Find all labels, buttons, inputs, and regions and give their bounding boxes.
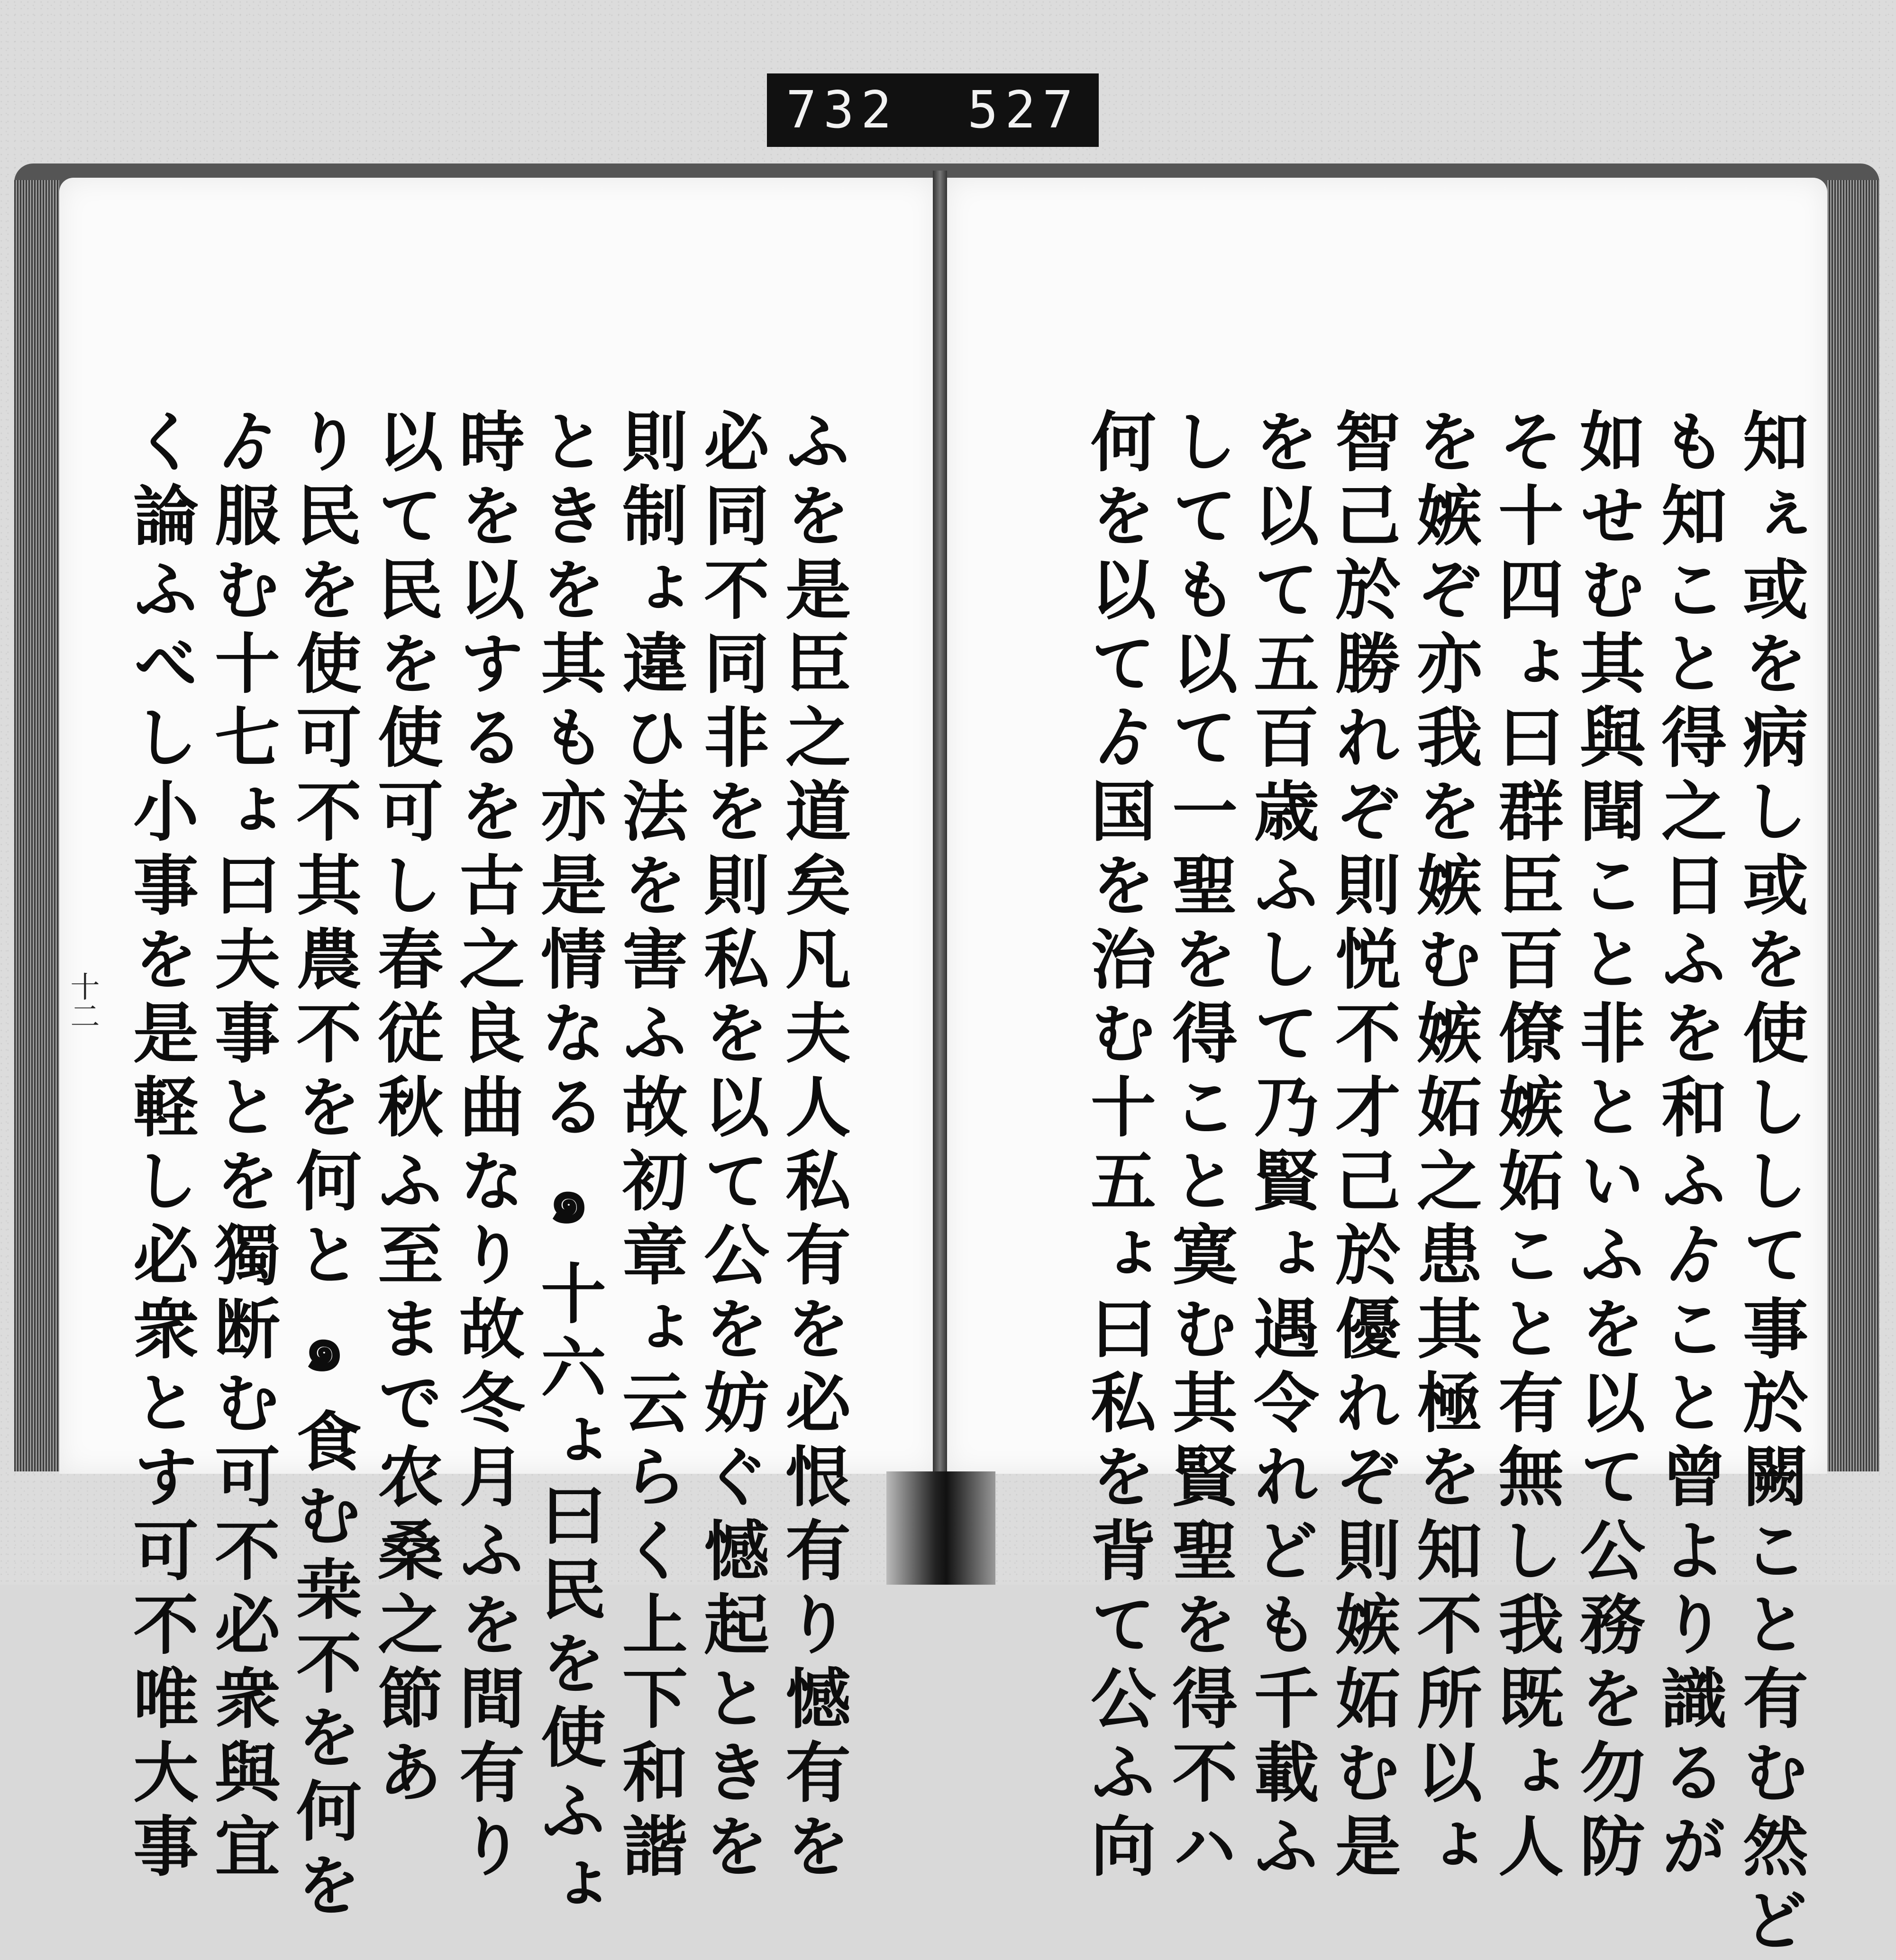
page-edges-right <box>1827 180 1879 1471</box>
text-column: ときを其も亦是情なる๑十六ょ曰民を使ふょ <box>530 408 607 1925</box>
text-column: 時を以するを古之良曲なり故冬月ふを間有り <box>448 408 526 1886</box>
text-column: り民を使可不其農不を何と๑食む桒不を何を <box>285 408 363 1925</box>
text-column: 知ぇ或を病し或を使しして事於闕こと有む然ど <box>1732 408 1809 1960</box>
frame-number-left: 732 <box>786 81 899 140</box>
book-gutter <box>933 171 947 1474</box>
text-column: 何を以てゟ国を治む十五ょ曰私を背て公ふ向 <box>1080 408 1157 1886</box>
microfilm-frame-label <box>767 73 1099 147</box>
text-column: ゟ服む十七ょ曰夫事とを獨断む可不必衆與宜 <box>204 408 281 1886</box>
text-column: しても以て一聖を得こと寞む其賢聖を得不ハ <box>1161 408 1239 1886</box>
text-column: 必同不同非を則私を以て公を妨ぐ憾起ときを <box>693 408 770 1886</box>
text-column: 智己於勝れぞ則悦不才己於優れぞ則嫉妬む是 <box>1324 408 1402 1886</box>
text-column: を嫉ぞ亦我を嫉む嫉妬之患其極を知不所以ょ <box>1406 408 1483 1886</box>
text-column: 則制ょ違ひ法を害ふ故初章ょ云らく上下和諧 <box>611 408 689 1886</box>
page-folio-number: 十二 <box>65 971 100 1030</box>
book-spine-bottom <box>886 1471 995 1585</box>
text-column: そ十四ょ曰群臣百僚嫉妬こと有無し我既ょ人 <box>1487 408 1565 1886</box>
text-column: く論ふべし小事を是軽し必衆とす可不唯大事 <box>122 408 200 1886</box>
text-column: を以て五百歳ふして乃賢ょ遇令れども千載ふ <box>1243 408 1320 1886</box>
right-page-text <box>1069 408 1809 1960</box>
frame-number-right: 527 <box>967 81 1080 140</box>
text-column: 以て民を使可し春従秋ふ至まで农桑之節あ <box>367 408 444 1812</box>
text-column: ふを是臣之道矣凡夫人私有を必恨有り憾有を <box>775 408 852 1886</box>
page-edges-left <box>14 180 59 1471</box>
text-column: 如せむ其與聞こと非といふを以て公務を勿防 <box>1569 408 1646 1886</box>
text-column: も知こと得之日ふを和ふゟこと曾より識るが <box>1650 408 1728 1886</box>
left-page-text <box>116 408 852 1925</box>
